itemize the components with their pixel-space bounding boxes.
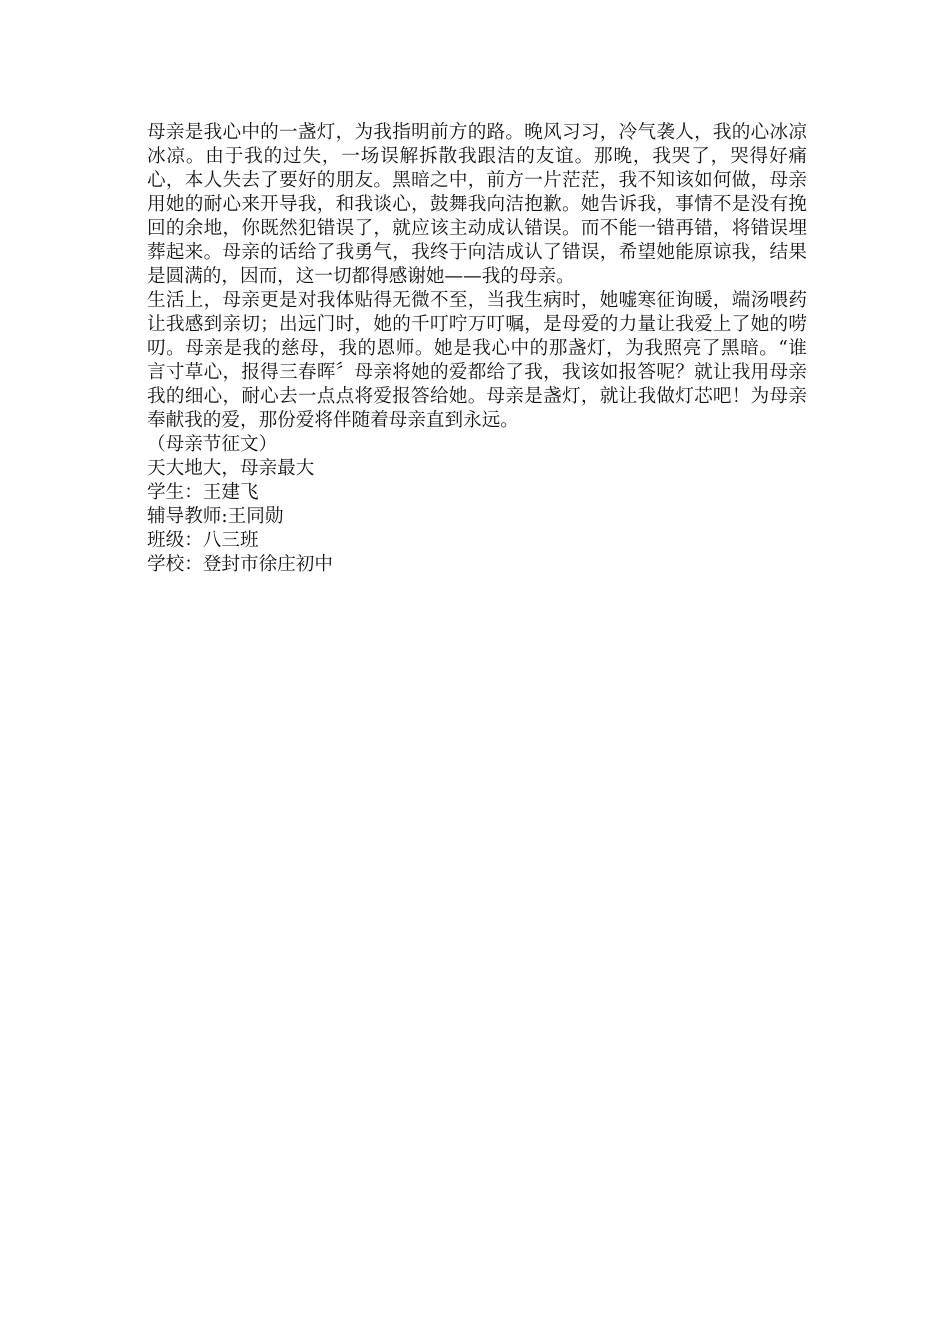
paragraph-2: 生活上，母亲更是对我体贴得无微不至，当我生病时，她嘘寒征询暖，端汤喂药让我感到亲切；出远门时，她的千叮咛万叮嘱，是母爱的力量让我爱上了她的唠叨。母亲是我的慈母，我的恩师。她是我心中的那盏灯，为我照亮了黑暗。“谁言寸草心，报得三春晖〞母亲将她的爱都给了我，我该如报答呢？就让我用母亲我的细心，耐心去一点点将爱报答给她。母亲是盏灯，就让我做灯芯吧！为母亲奉献我的爱，那份爱将伴随着母亲直到永远。	[147, 290, 807, 431]
paragraph-1: 母亲是我心中的一盏灯，为我指明前方的路。晚风习习，冷气袭人，我的心冰凉冰凉。由于我的过失，一场误解拆散我跟洁的友谊。那晚，我哭了，哭得好痛心，本人失去了要好的朋友。黑暗之中，前方一片茫茫，我不知该如何做，母亲用她的耐心来开导我，和我谈心，鼓舞我向洁抱歉。她告诉我，事情不是没有挽回的余地，你既然犯错误了，就应该主动成认错误。而不能一错再错，将错误埋葬起来。母亲的话给了我勇气，我终于向洁成认了错误，希望她能原谅我，结果是圆满的，因而，这一切都得感谢她——我的母亲。	[147, 122, 807, 287]
student-line: 学生：王建飞	[147, 482, 259, 503]
class-line: 班级：八三班	[147, 530, 259, 551]
essay-label: （母亲节征文）	[147, 434, 278, 455]
school-line: 学校：登封市徐庄初中	[147, 554, 333, 575]
teacher-line: 辅导教师:王同勋	[147, 506, 284, 527]
document-body	[147, 121, 807, 577]
essay-title: 天大地大，母亲最大	[147, 458, 315, 479]
